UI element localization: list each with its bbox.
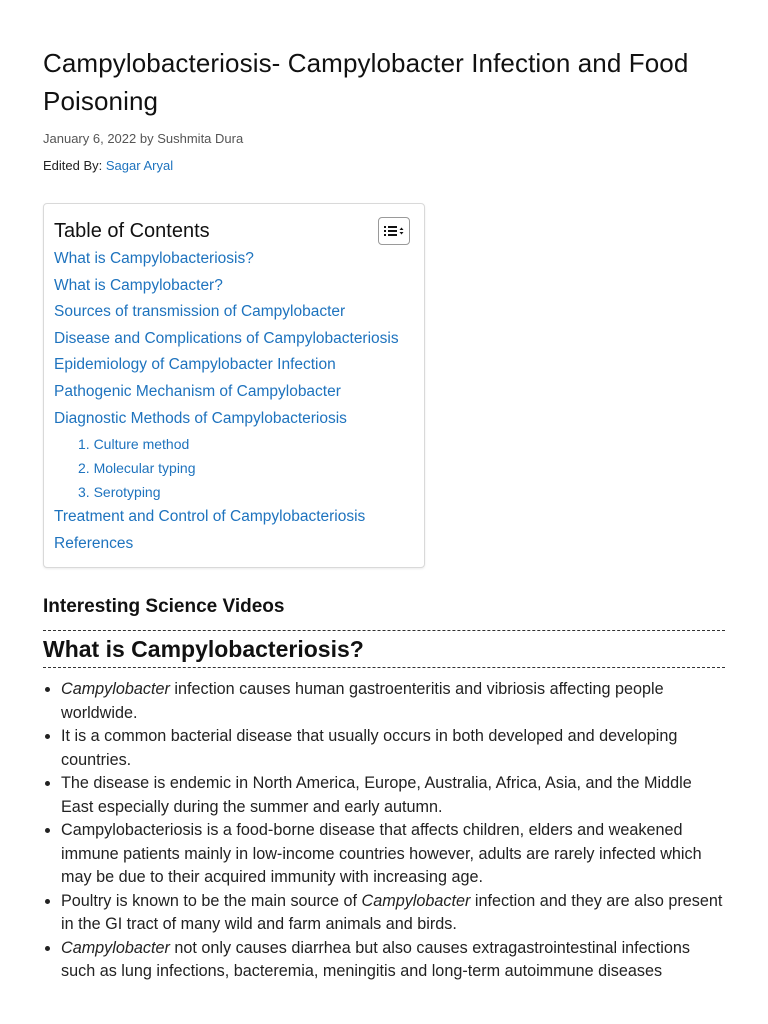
bullet-item: [61, 819, 725, 890]
toc-toggle-button[interactable]: [378, 217, 410, 245]
toc-link[interactable]: What is Campylobacteriosis?: [54, 250, 254, 267]
toc-link[interactable]: Sources of transmission of Campylobacter: [54, 303, 346, 321]
videos-heading: Interesting Science Videos: [43, 596, 285, 618]
editor-link[interactable]: Sagar Aryal: [105, 158, 174, 173]
toc-sublink[interactable]: 3. Serotyping: [78, 484, 161, 501]
toc-subitem: [78, 480, 414, 504]
toc-link[interactable]: Disease and Complications of Campylobacteriosis: [54, 329, 399, 347]
bullet-item: [61, 890, 725, 937]
toc-link[interactable]: Treatment and Control of Campylobacteriosis: [54, 508, 366, 526]
toc-link[interactable]: Diagnostic Methods of Campylobacteriosis: [54, 409, 347, 427]
bullet-text: infection causes human gastroenteritis and vibriosis affecting people worldwide.: [61, 680, 664, 722]
bullet-item: [61, 725, 725, 772]
edited-by-label: Edited By:: [43, 158, 103, 173]
toc-header: [54, 216, 414, 246]
section-divider-bottom: [43, 667, 725, 668]
toc-sublist: [54, 432, 414, 504]
toc-list: [54, 246, 414, 557]
bullet-text: infection and they are also present in the GI tract of many wild and farm animals and birds.: [61, 891, 723, 934]
toc-link[interactable]: Epidemiology of Campylobacter Infection: [54, 356, 336, 374]
toc-sublink[interactable]: 1. Culture method: [78, 436, 190, 453]
toc-item: [54, 299, 414, 326]
section-heading: What is Campylobacteriosis?: [43, 636, 364, 663]
bullet-item: [61, 772, 725, 819]
bullet-text: The disease is endemic in North America, Europe, Australia, Africa, Asia, and the Middle East especially during the summer and early autumn.: [61, 774, 692, 816]
toc-item: [54, 406, 414, 505]
post-author[interactable]: Sushmita Dura: [157, 131, 244, 146]
toc-title: Table of Contents: [54, 220, 210, 242]
toc-item: [54, 326, 414, 353]
toc-sublink[interactable]: 2. Molecular typing: [78, 460, 196, 477]
bullet-pre: Poultry is known to be the main source of: [61, 891, 362, 910]
toc-link[interactable]: Pathogenic Mechanism of Campylobacter: [54, 382, 341, 400]
article-title: Campylobacteriosis- Campylobacter Infection and Food Poisoning: [43, 48, 689, 116]
list-toggle-icon: [383, 225, 405, 237]
toc-subitem: [78, 456, 414, 480]
toc-link[interactable]: References: [54, 534, 134, 552]
post-by: by: [139, 131, 154, 146]
bullet-italic: Campylobacter: [61, 680, 170, 699]
bullet-text: It is a common bacterial disease that usually occurs in both developed and developing countries.: [61, 727, 678, 769]
toc-subitem: [78, 432, 414, 456]
bullet-item: [61, 678, 725, 725]
table-of-contents: [43, 203, 425, 568]
toc-item: [54, 504, 414, 531]
bullet-text: Campylobacteriosis is a food-borne disease that affects children, elders and weakened immune patients mainly in low-income countries however, adults are rarely infected which may be due to their acquired immunity with increasing age.: [61, 821, 702, 887]
toc-item: [54, 246, 414, 273]
edited-by: [43, 157, 725, 175]
bullet-italic: Campylobacter: [61, 938, 170, 957]
toc-item: [54, 352, 414, 379]
toc-item: [54, 531, 414, 558]
bullet-italic: Campylobacter: [361, 891, 471, 910]
section-bullets: [43, 678, 725, 984]
bullet-item: [61, 937, 725, 984]
post-date: January 6, 2022: [43, 131, 137, 146]
toc-link[interactable]: What is Campylobacter?: [54, 276, 223, 294]
toc-item: [54, 379, 414, 406]
toc-item: [54, 273, 414, 300]
bullet-text: not only causes diarrhea but also causes extragastrointestinal infections such as lung infections, bacteremia, meningitis and long-term autoimmune diseases: [61, 938, 690, 981]
article-content: [43, 44, 725, 984]
post-meta: [43, 130, 725, 148]
